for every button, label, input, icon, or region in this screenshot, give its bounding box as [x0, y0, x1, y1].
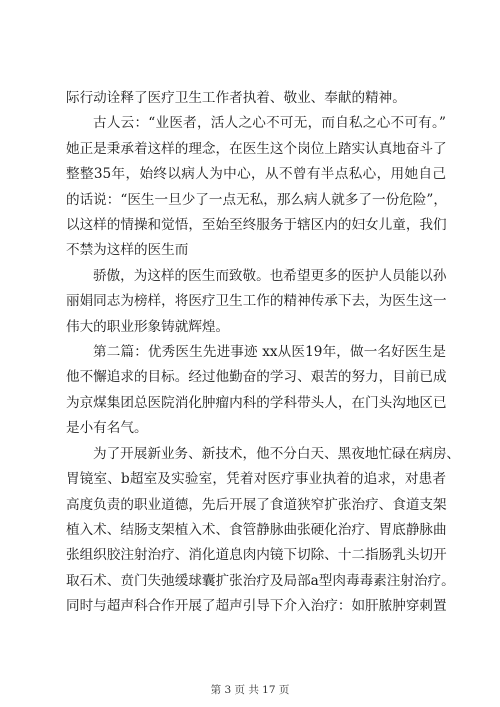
text-line: 他不懈追求的目标。经过他勤奋的学习、艰苦的努力，目前已成	[66, 369, 447, 386]
text-line: 胃镜室、b超室及实验室，凭着对医疗事业执着的追求，对患者	[66, 471, 446, 488]
text-line: 丽娟同志为榜样，将医疗卫生工作的精神传承下去，为医生这一	[66, 293, 447, 310]
text-line: 第二篇：优秀医生先进事迹 xx从医19年，做一名好医生是	[93, 344, 446, 361]
text-line: 取石术、贲门失弛缓球囊扩张治疗及局部a型肉毒毒素注射治疗。	[66, 572, 455, 589]
text-line: 际行动诠释了医疗卫生工作者执着、敬业、奉献的精神。	[66, 90, 406, 106]
text-line: 不禁为这样的医生而	[66, 242, 189, 259]
text-line: 她正是秉承着这样的理念，在医生这个岗位上踏实认真地奋斗了	[66, 140, 447, 157]
text-line: 是小有名气。	[66, 420, 148, 437]
text-line: 植入术、结肠支架植入术、食管静脉曲张硬化治疗、胃底静脉曲	[66, 521, 447, 538]
page-footer: 第 3 页 共 17 页	[210, 684, 290, 696]
text-line: 张组织胶注射治疗、消化道息肉内镜下切除、十二指肠乳头切开	[66, 547, 447, 564]
text-line: 的话说：“医生一旦少了一点无私，那么病人就多了一份危险”，	[66, 191, 447, 208]
document-body	[66, 86, 461, 620]
text-line: 伟大的职业形象铸就辉煌。	[66, 318, 230, 335]
text-line: 同时与超声科合作开展了超声引导下介入治疗：如肝脓肿穿刺置	[66, 598, 447, 615]
text-line: 古人云：“业医者，活人之心不可无，而自私之心不可有。”	[93, 115, 446, 132]
text-line: 以这样的情操和觉悟，至始至终服务于辖区内的妇女儿童，我们	[66, 217, 447, 234]
text-line: 为京煤集团总医院消化肿瘤内科的学科带头人，在门头沟地区已	[66, 394, 447, 411]
text-line: 高度负责的职业道德，先后开展了食道狭窄扩张治疗、食道支架	[66, 496, 447, 513]
text-line: 为了开展新业务、新技术，他不分白天、黑夜地忙碌在病房、	[93, 445, 461, 462]
text-line: 整整35年，始终以病人为中心，从不曾有半点私心，用她自己	[66, 166, 446, 183]
text-line: 骄傲，为这样的医生而致敬。也希望更多的医护人员能以孙	[93, 267, 447, 284]
